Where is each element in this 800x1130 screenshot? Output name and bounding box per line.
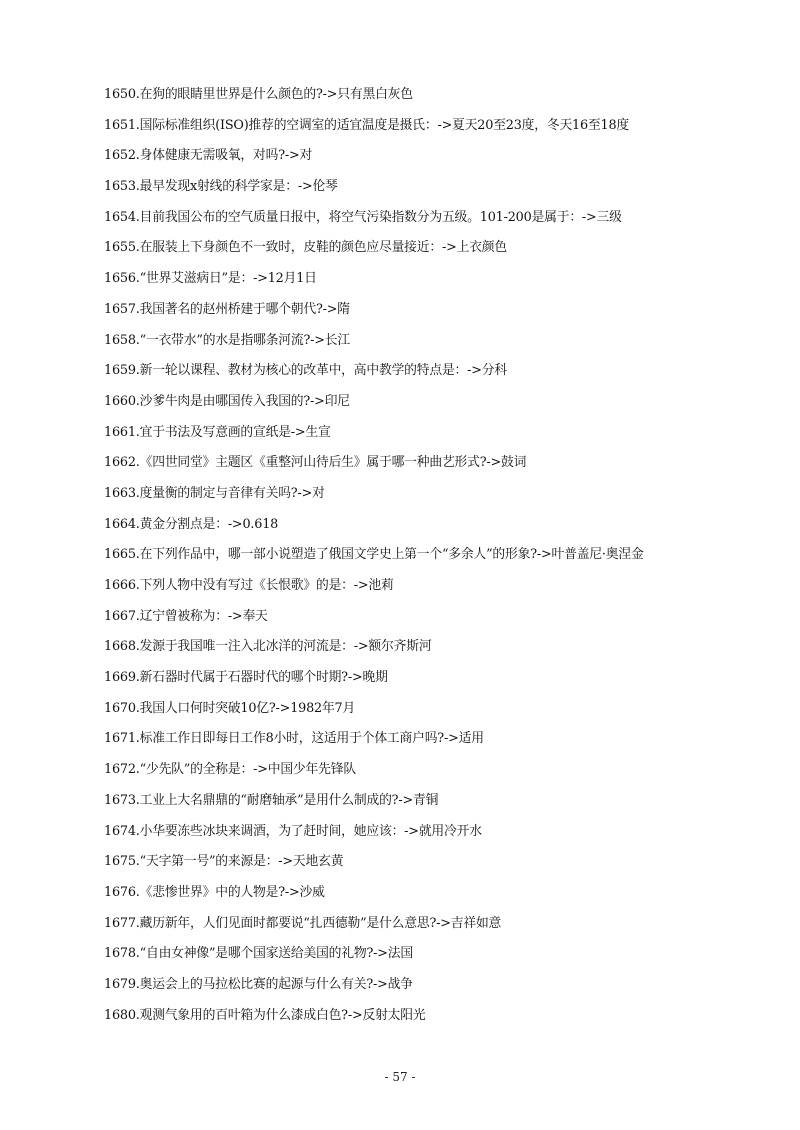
question-item: 1676.《悲惨世界》中的人物是?->沙威 xyxy=(104,884,325,900)
question-item: 1654.目前我国公布的空气质量日报中，将空气污染指数分为五级。101-200是属于：->三级 xyxy=(104,209,622,225)
question-item: 1659.新一轮以课程、教材为核心的改革中，高中教学的特点是：->分科 xyxy=(104,363,507,379)
question-item: 1678.“自由女神像”是哪个国家送给美国的礼物?->法国 xyxy=(104,946,413,962)
question-item: 1668.发源于我国唯一注入北冰洋的河流是：->额尔齐斯河 xyxy=(104,639,432,655)
question-item: 1670.我国人口何时突破10亿?->1982年7月 xyxy=(104,700,356,716)
question-list xyxy=(104,80,764,1031)
question-item: 1653.最早发现x射线的科学家是：->伦琴 xyxy=(104,179,338,195)
question-item: 1664.黄金分割点是：->0.618 xyxy=(104,516,279,532)
question-item: 1666.下列人物中没有写过《长恨歌》的是：->池莉 xyxy=(104,578,394,593)
question-item: 1652.身体健康无需吸氧，对吗?->对 xyxy=(104,148,313,164)
question-item: 1673.工业上大名鼎鼎的“耐磨轴承”是用什么制成的?->青铜 xyxy=(104,792,439,808)
question-item: 1669.新石器时代属于石器时代的哪个时期?->晚期 xyxy=(104,670,388,686)
question-item: 1663.度量衡的制定与音律有关吗?->对 xyxy=(104,485,325,501)
question-item: 1672.“少先队”的全称是：->中国少年先锋队 xyxy=(104,762,356,778)
question-item: 1656.“世界艾滋病日”是：->12月1日 xyxy=(104,271,317,287)
question-item: 1651.国际标准组织(ISO)推荐的空调室的适宜温度是摄氏：->夏天20至23度，冬天16至18度 xyxy=(104,117,630,133)
question-item: 1657.我国著名的赵州桥建于哪个朝代?->隋 xyxy=(104,301,350,317)
question-item: 1679.奥运会上的马拉松比赛的起源与什么有关?->战争 xyxy=(104,976,413,992)
question-item: 1674.小华要冻些冰块来调酒，为了赶时间，她应该：->就用冷开水 xyxy=(104,823,482,839)
question-item: 1661.宜于书法及写意画的宣纸是->生宣 xyxy=(104,424,331,440)
question-item: 1671.标准工作日即每日工作8小时，这适用于个体工商户吗?->适用 xyxy=(104,731,484,747)
question-item: 1667.辽宁曾被称为：->奉天 xyxy=(104,608,268,624)
question-item: 1662.《四世同堂》主题区《重整河山待后生》属于哪一种曲艺形式?->鼓词 xyxy=(104,455,527,471)
question-item: 1675.“天字第一号”的来源是：->天地玄黄 xyxy=(104,854,344,870)
question-item: 1677.藏历新年，人们见面时都要说“扎西德勒”是什么意思?->吉祥如意 xyxy=(104,915,502,931)
question-item: 1658.“一衣带水”的水是指哪条河流?->长江 xyxy=(104,332,350,348)
question-item: 1655.在服装上下身颜色不一致时，皮鞋的颜色应尽量接近：->上衣颜色 xyxy=(104,240,507,256)
question-item: 1660.沙爹牛肉是由哪国传入我国的?->印尼 xyxy=(104,393,350,409)
page-number: - 57 - xyxy=(384,1070,416,1084)
question-item: 1665.在下列作品中，哪一部小说塑造了俄国文学史上第一个“多余人”的形象?->叶普盖尼·奥涅金 xyxy=(104,547,644,563)
question-item: 1650.在狗的眼睛里世界是什么颜色的?->只有黑白灰色 xyxy=(104,87,413,102)
question-item: 1680.观测气象用的百叶箱为什么漆成白色?->反射太阳光 xyxy=(104,1007,426,1023)
